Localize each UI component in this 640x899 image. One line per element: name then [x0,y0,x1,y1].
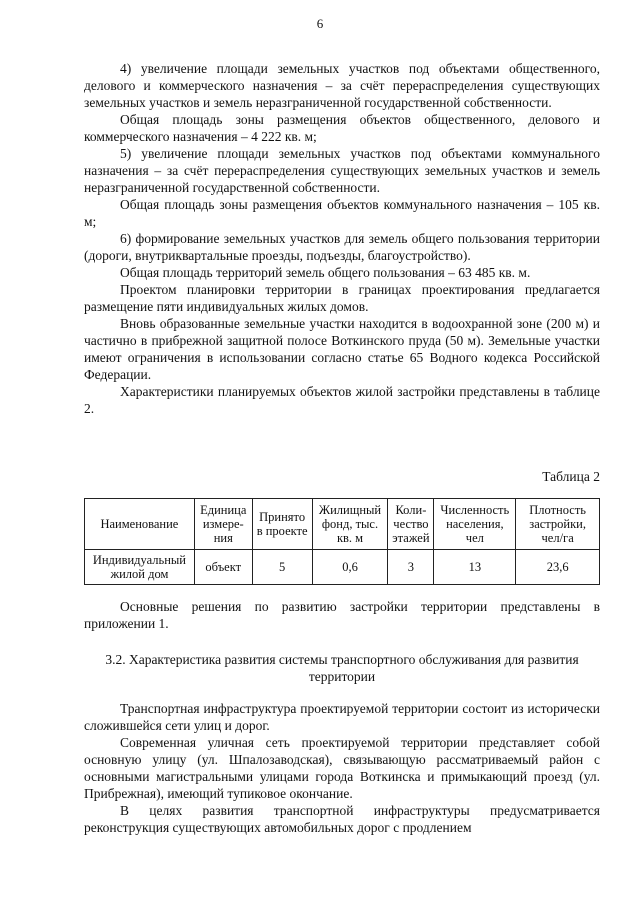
column-header: Наименование [85,499,195,550]
residential-objects-table [84,498,600,585]
column-header: Коли-чество этажей [388,499,434,550]
table-cell: 0,6 [312,550,388,585]
column-header: Принято в проекте [252,499,312,550]
table-cell: 23,6 [516,550,600,585]
section-title: 3.2. Характеристика развития системы транспортного обслуживания для развития территории [105,652,579,684]
text-block-middle [84,598,600,632]
paragraph: 6) формирование земельных участков для земель общего пользования территории (дороги, внутриквартальные проезды, подъезды, благоустройство). [84,231,600,263]
paragraph: Современная уличная сеть проектируемой территории представляет собой основную улицу (ул. Шпалозаводская), связывающую рассматриваемый район с основными магистральными улицами города Воткинска и примыкающий проезд (ул. Прибрежная), имеющий тупиковое окончание. [84,735,600,801]
page-number: 6 [316,16,324,31]
paragraph: Общая площадь зоны размещения объектов коммунального назначения – 105 кв. м; [84,197,600,229]
paragraph: Транспортная инфраструктура проектируемой территории состоит из исторически сложившейся сети улиц и дорог. [84,701,600,733]
paragraph: Основные решения по развитию застройки территории представлены в приложении 1. [84,599,600,631]
paragraph: Общая площадь территорий земель общего пользования – 63 485 кв. м. [120,265,531,280]
table-cell: 13 [434,550,516,585]
text-block-lower [84,700,600,836]
table-cell: Индивидуальный жилой дом [85,550,195,585]
table-cell: 5 [252,550,312,585]
column-header: Жилищный фонд, тыс. кв. м [312,499,388,550]
column-header: Единица измере-ния [194,499,252,550]
table-caption: Таблица 2 [542,469,600,484]
paragraph: 4) увеличение площади земельных участков под объектами общественного, делового и коммерческого назначения – за счёт перераспределения существующих земельных участков и земель неразграниченной государственной собственности. [84,61,600,110]
text-block-upper [84,60,600,417]
table-cell: 3 [388,550,434,585]
table-cell: объект [194,550,252,585]
paragraph: Общая площадь зоны размещения объектов общественного, делового и коммерческого назначения – 4 222 кв. м; [84,112,600,144]
column-header: Численность населения, чел [434,499,516,550]
table-header-row [85,499,600,550]
paragraph: Проектом планировки территории в границах проектирования предлагается размещение пяти индивидуальных жилых домов. [84,282,600,314]
paragraph: Вновь образованные земельные участки находится в водоохранной зоне (200 м) и частично в прибрежной защитной полосе Воткинского пруда (50 м). Земельные участки имеют ограничения в использовании согласно статье 65 Водного кодекса Российской Федерации. [84,316,600,382]
table-row [85,550,600,585]
paragraph: 5) увеличение площади земельных участков под объектами коммунального назначения – за счёт перераспределения существующих земельных участков и земель неразграниченной государственной собственности. [84,146,600,195]
paragraph: Характеристики планируемых объектов жилой застройки представлены в таблице 2. [84,384,600,416]
paragraph: В целях развития транспортной инфраструктуры предусматривается реконструкция существующих автомобильных дорог с продлением [84,803,600,835]
column-header: Плотность застройки, чел/га [516,499,600,550]
